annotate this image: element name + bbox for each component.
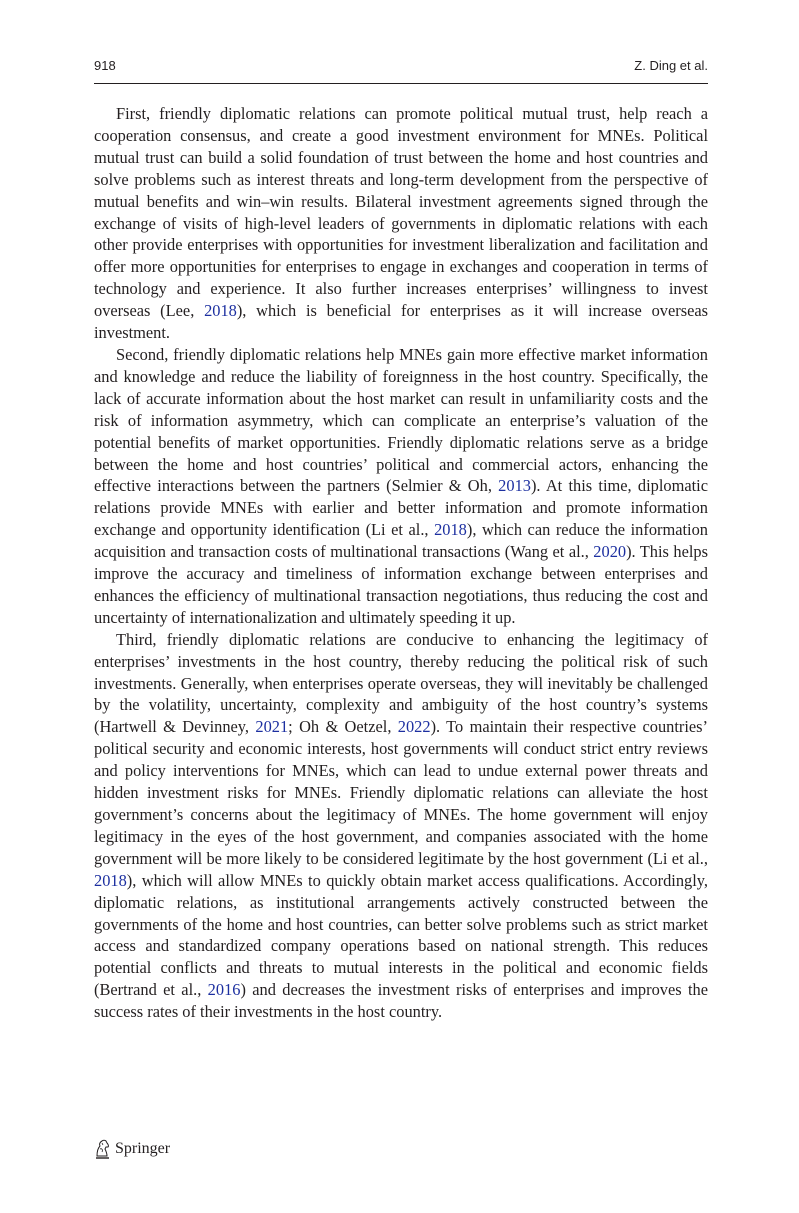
text-run: ), which is beneficial for enterprises as it will increase overseas investment. bbox=[94, 301, 708, 343]
page-number: 918 bbox=[94, 58, 116, 73]
paragraph-second bbox=[94, 344, 708, 629]
text-run: Second, friendly diplomatic relations help MNEs gain more effective market information and knowledge and reduce the liability of foreignness in the host country. Specifically, the lack of accurate information about the host market can result in unfamiliarity costs and the risk of information asymmetry, which can complicate an enterprise’s valuation of the potential benefits of market opportunities. Friendly diplomatic relations serve as a bridge between the home and host countries’ political and commercial actors, enhancing the effective interactions between the partners (Selmier & Oh, bbox=[94, 344, 708, 496]
citation-link-hartwell-2021[interactable]: 2021 bbox=[255, 717, 289, 737]
paragraph-first bbox=[94, 103, 708, 344]
text-run: ). This helps improve the accuracy and timeliness of information exchange between enterprises and enhances the efficiency of multinational transaction negotiations, thus reducing the cost and uncertainty of internationalization and ultimately speeding it up. bbox=[94, 542, 708, 627]
citation-link-oh-2022[interactable]: 2022 bbox=[397, 717, 431, 737]
text-run: ). At this time, diplomatic relations provide MNEs with earlier and better information and promote information exchange and opportunity identification (Li et al., bbox=[94, 476, 708, 540]
text-run: ). To maintain their respective countries’ political security and economic interests, host governments will conduct strict entry reviews and policy interventions for MNEs, which can lead to undue external power threats and hidden investment risks for MNEs. Friendly diplomatic relations can alleviate the host government’s concerns about the legitimacy of MNEs. The home government will enjoy legitimacy in the eyes of the host government, and companies associated with the home government will be more likely to be considered legitimate by the host government (Li et al., bbox=[94, 717, 709, 868]
body-text bbox=[94, 103, 708, 1023]
springer-horse-icon bbox=[94, 1139, 111, 1159]
citation-link-li-2018[interactable]: 2018 bbox=[94, 870, 127, 890]
running-head bbox=[94, 58, 708, 78]
paragraph-third bbox=[94, 629, 708, 1023]
text-run: ), which will allow MNEs to quickly obtain market access qualifications. Accordingly, diplomatic relations, as institutional arrangements actively constructed between the governments of the home and host countries, can better solve problems such as strict market access and standardized company operations based on national strength. This reduces potential conflicts and threats to mutual interests in the political and economic fields (Bertrand et al., bbox=[94, 870, 708, 1000]
text-run: ) and decreases the investment risks of enterprises and improves the success rates of their investments in the host country. bbox=[94, 980, 708, 1022]
publisher-name: Springer bbox=[115, 1140, 171, 1157]
citation-link-wang-2020[interactable]: 2020 bbox=[593, 542, 627, 562]
header-rule bbox=[94, 83, 708, 84]
running-authors: Z. Ding et al. bbox=[634, 58, 708, 73]
citation-link-lee-2018[interactable]: 2018 bbox=[204, 301, 237, 321]
citation-link-selmier-2013[interactable]: 2013 bbox=[498, 476, 531, 496]
text-run: First, friendly diplomatic relations can promote political mutual trust, help reach a cooperation consensus, and create a good investment environment for MNEs. Political mutual trust can build a solid foundation of trust between the home and host countries and solve problems such as interest threats and long-term development from the perspective of mutual benefits and win–win results. Bilateral investment agreements signed through the exchange of visits of high-level leaders of governments in diplomatic relations with each other provide enterprises with opportunities for investment liberalization and facilitation and offer more opportunities for enterprises to engage in exchanges and cooperation in terms of technology and experience. It also further increases enterprises’ willingness to invest overseas (Lee, bbox=[94, 104, 708, 321]
text-run: ; Oh & Oetzel, bbox=[288, 717, 398, 737]
citation-link-bertrand-2016[interactable]: 2016 bbox=[207, 980, 241, 1000]
publisher-footer bbox=[94, 1137, 170, 1161]
citation-link-li-2018[interactable]: 2018 bbox=[434, 520, 467, 540]
text-run: ), which can reduce the information acquisition and transaction costs of multinational transactions (Wang et al., bbox=[94, 520, 708, 562]
text-run: Third, friendly diplomatic relations are conducive to enhancing the legitimacy of enterprises’ investments in the host country, thereby reducing the political risk of such investments. Generally, when enterprises operate overseas, they will inevitably be challenged by the volatility, uncertainty, complexity and ambiguity of the host country’s systems (Hartwell & Devinney, bbox=[94, 629, 708, 737]
